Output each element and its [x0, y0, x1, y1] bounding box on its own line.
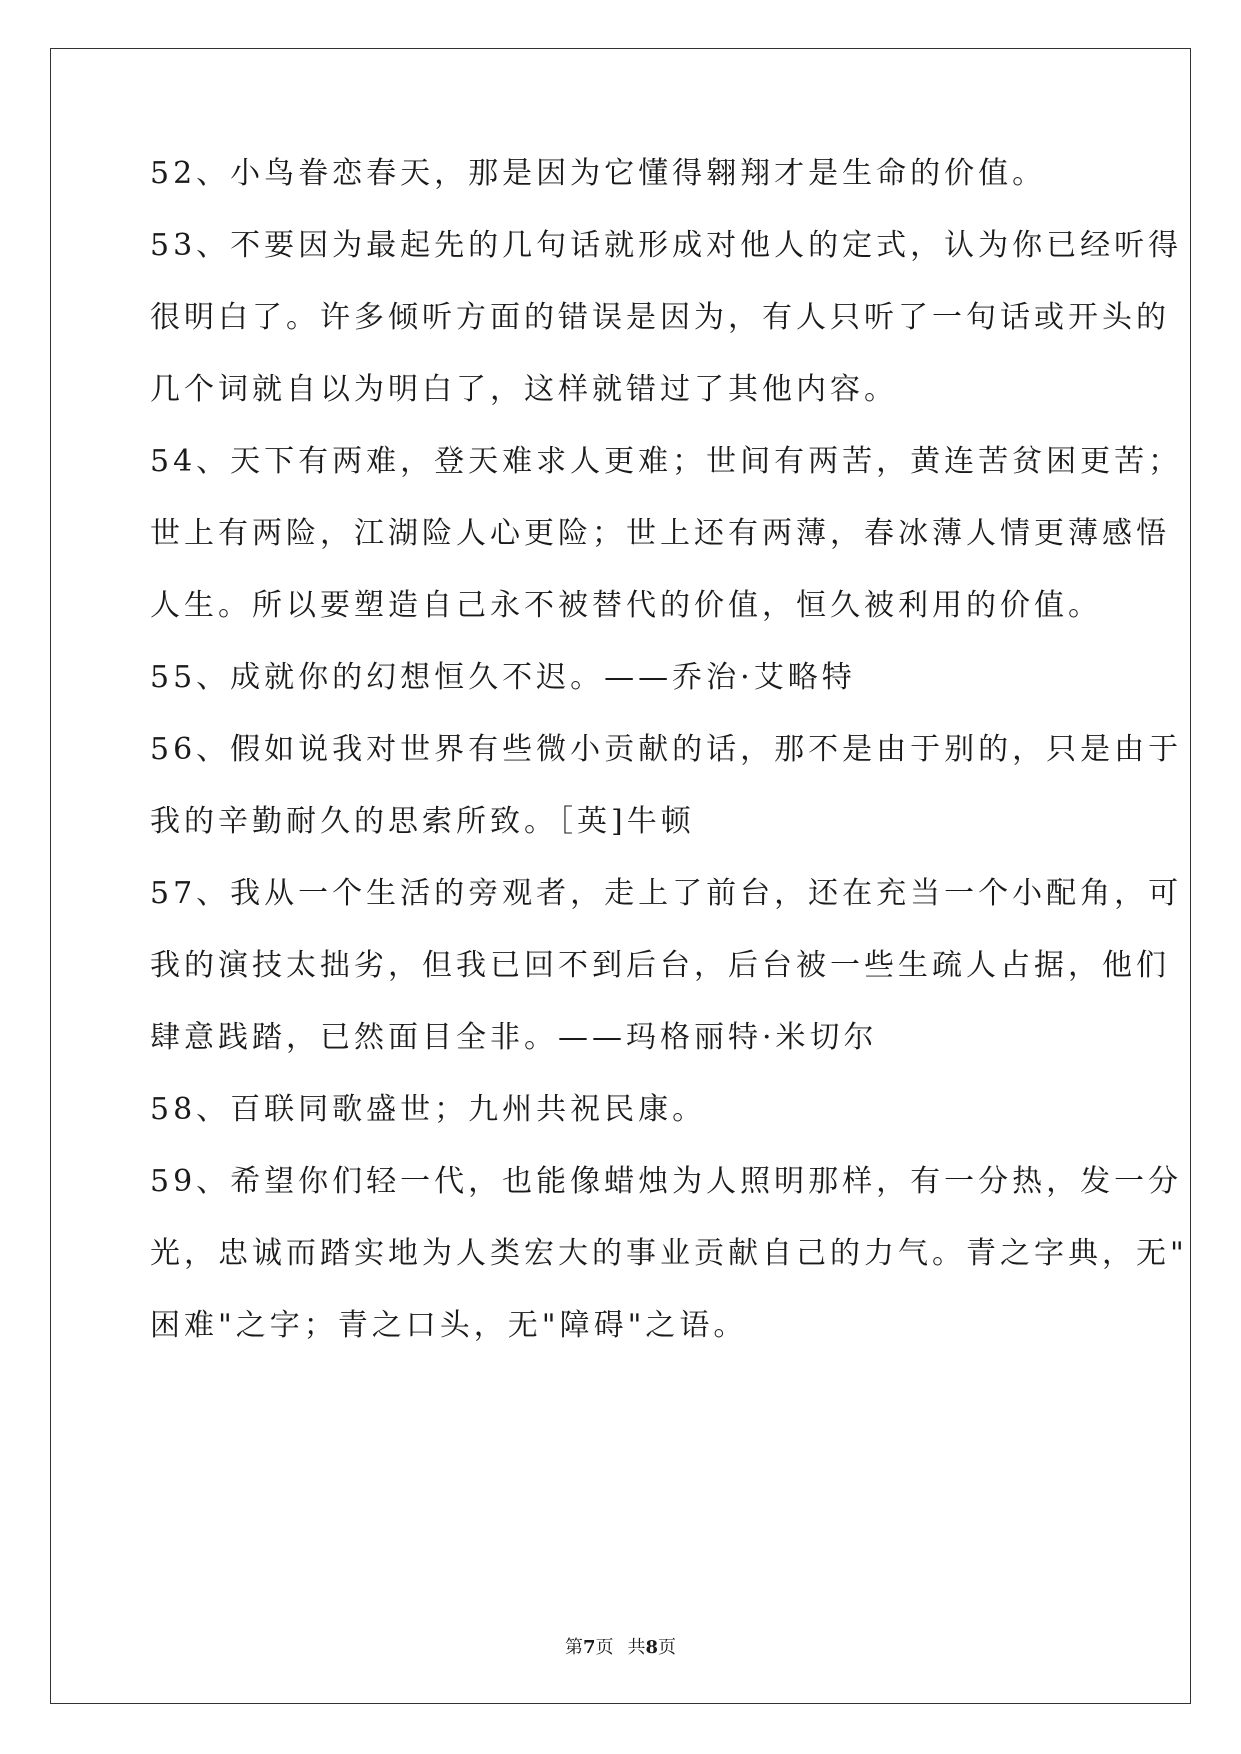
text-line: 52、小鸟眷恋春天，那是因为它懂得翱翔才是生命的价值。 [150, 156, 1047, 191]
text-line: 光，忠诚而踏实地为人类宏大的事业贡献自己的力气。青之字典，无" [150, 1236, 1188, 1271]
page-current: 7 [582, 1637, 596, 1658]
text-line: 几个词就自以为明白了，这样就错过了其他内容。 [150, 372, 898, 407]
text-line: 人生。所以要塑造自己永不被替代的价值，恒久被利用的价值。 [150, 588, 1102, 623]
text-line: 55、成就你的幻想恒久不迟。——乔治·艾略特 [150, 660, 856, 695]
page-suffix: 页 [595, 1637, 614, 1658]
text-line: 59、希望你们轻一代，也能像蜡烛为人照明那样，有一分热，发一分 [150, 1164, 1183, 1199]
text-line: 53、不要因为最起先的几句话就形成对他人的定式，认为你已经听得 [150, 228, 1183, 263]
text-line: 58、百联同歌盛世；九州共祝民康。 [150, 1092, 707, 1127]
total-prefix: 共 [627, 1637, 646, 1658]
text-line: 世上有两险，江湖险人心更险；世上还有两薄，春冰薄人情更薄感悟 [150, 516, 1170, 551]
page-footer [0, 1636, 1241, 1660]
text-line: 我的演技太拙劣，但我已回不到后台，后台被一些生疏人占据，他们 [150, 948, 1170, 983]
total-suffix: 页 [658, 1637, 677, 1658]
text-line: 很明白了。许多倾听方面的错误是因为，有人只听了一句话或开头的 [150, 300, 1170, 335]
text-line: 57、我从一个生活的旁观者，走上了前台，还在充当一个小配角，可 [150, 876, 1183, 911]
text-line: 困难"之字；青之口头，无"障碍"之语。 [150, 1308, 748, 1343]
page-total: 8 [645, 1637, 659, 1658]
text-line: 我的辛勤耐久的思索所致。［英]牛顿 [150, 804, 695, 839]
page-prefix: 第 [564, 1637, 583, 1658]
text-line: 54、天下有两难，登天难求人更难；世间有两苦，黄连苦贫困更苦； [150, 444, 1183, 479]
text-line: 肆意践踏，已然面目全非。——玛格丽特·米切尔 [150, 1020, 878, 1055]
text-line: 56、假如说我对世界有些微小贡献的话，那不是由于别的，只是由于 [150, 732, 1183, 767]
